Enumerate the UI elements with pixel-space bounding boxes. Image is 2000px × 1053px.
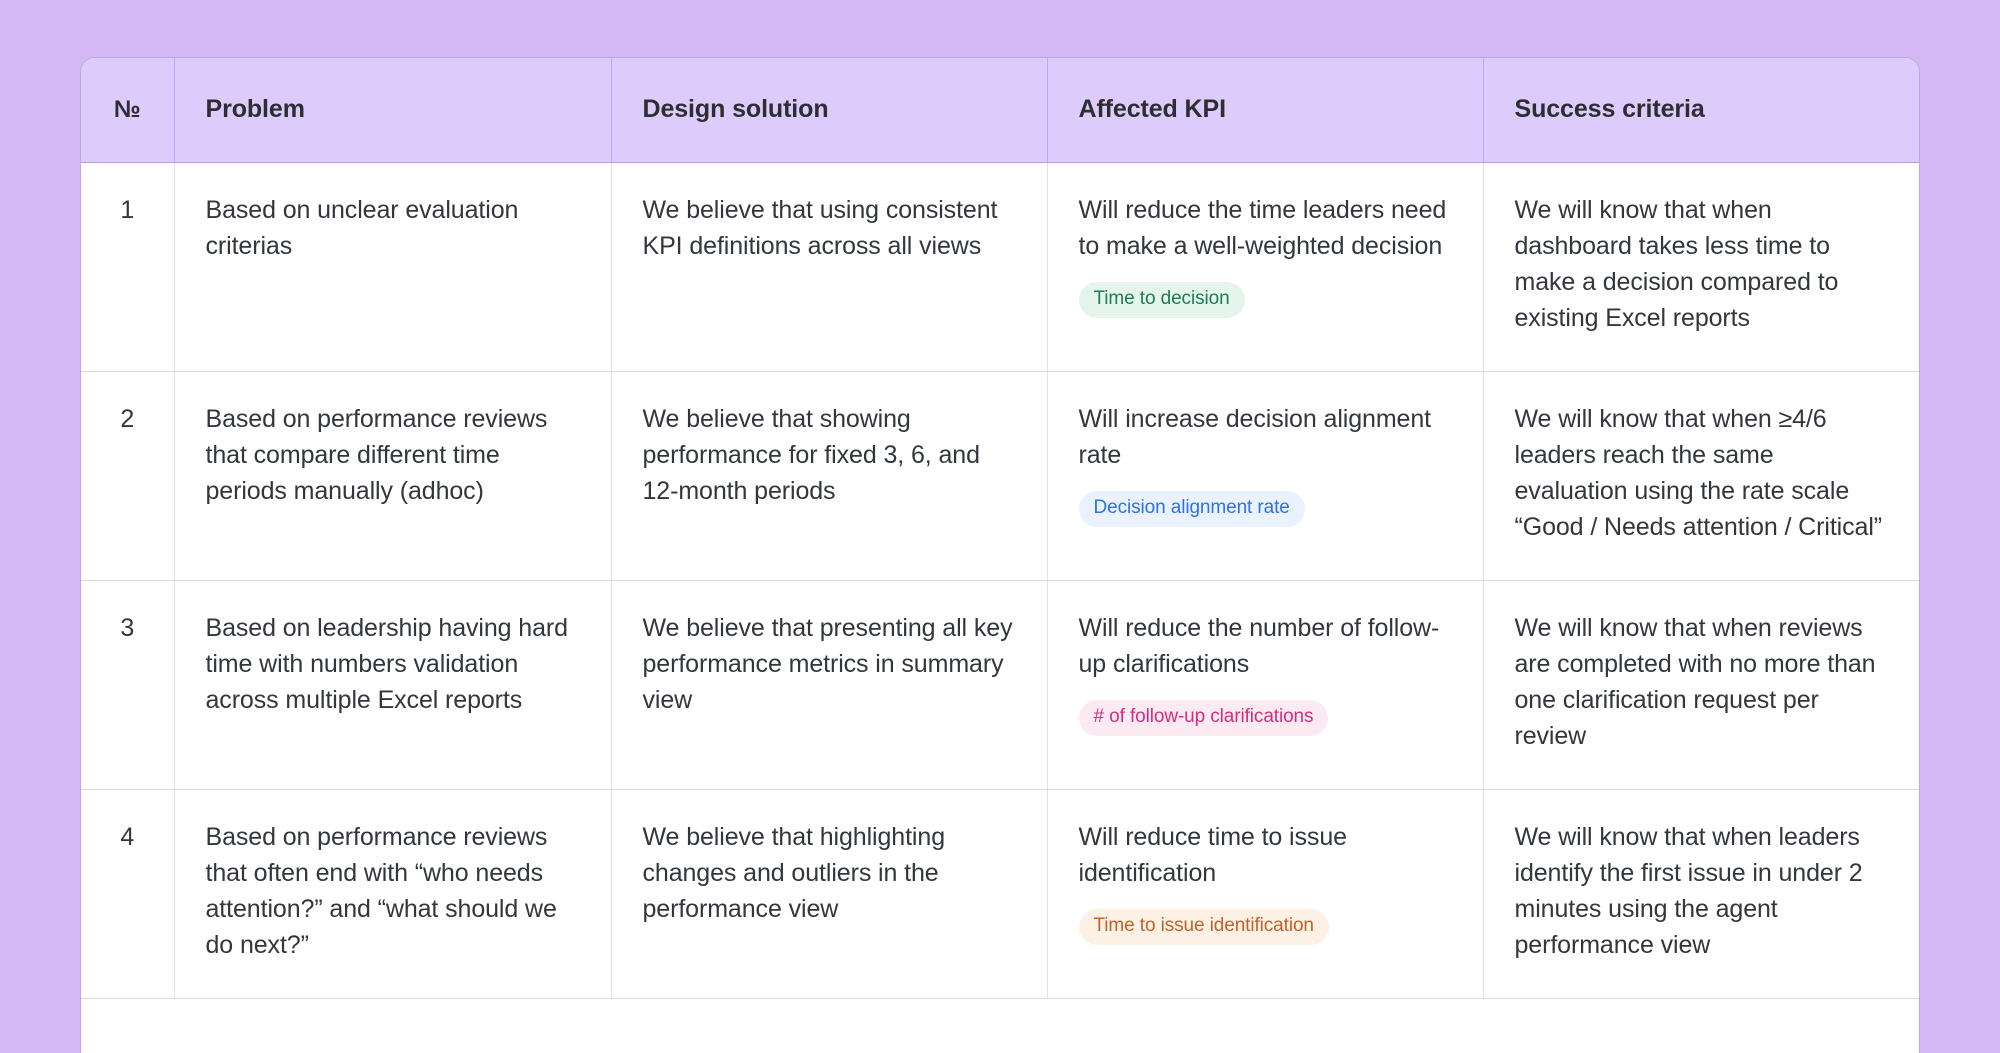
affected-kpi-cell <box>1047 580 1483 789</box>
success-criteria-cell <box>1483 162 1919 371</box>
affected-kpi-text: Will increase decision alignment rate <box>1078 404 1432 469</box>
affected-kpi-text: Will reduce the number of follow-up clarifications <box>1078 613 1440 678</box>
kpi-table-container <box>81 58 1919 1053</box>
affected-kpi-text: Will reduce the time leaders need to make a well-weighted decision <box>1078 195 1447 260</box>
design-solution-cell <box>611 162 1047 371</box>
problem-cell <box>174 580 611 789</box>
header-row <box>81 58 1919 162</box>
design-solution-text: We believe that highlighting changes and outliers in the performance view <box>642 822 945 923</box>
problem-cell <box>174 789 611 998</box>
column-header-design-solution: Design solution <box>611 58 1047 162</box>
success-criteria-text: We will know that when reviews are completed with no more than one clarification request per review <box>1514 613 1876 751</box>
design-solution-text: We believe that showing performance for fixed 3, 6, and 12-month periods <box>642 404 980 505</box>
row-number-cell: 4 <box>81 789 174 998</box>
success-criteria-text: We will know that when ≥4/6 leaders reach the same evaluation using the rate scale “Good / Needs attention / Critical” <box>1514 404 1882 542</box>
design-solution-cell <box>611 789 1047 998</box>
table-body <box>81 162 1919 998</box>
design-solution-text: We believe that using consistent KPI definitions across all views <box>642 195 998 260</box>
kpi-badge: Time to issue identification <box>1079 909 1329 945</box>
table-row <box>81 371 1919 580</box>
success-criteria-cell <box>1483 789 1919 998</box>
column-header-affected-kpi: Affected KPI <box>1047 58 1483 162</box>
column-header-number: № <box>81 58 174 162</box>
problem-cell <box>174 162 611 371</box>
table-row <box>81 789 1919 998</box>
kpi-badge: Time to decision <box>1079 282 1245 318</box>
table-row <box>81 580 1919 789</box>
kpi-table <box>81 58 1919 999</box>
table-row <box>81 162 1919 371</box>
success-criteria-text: We will know that when leaders identify the first issue in under 2 minutes using the agent performance view <box>1514 822 1863 960</box>
problem-text: Based on performance reviews that often end with “who needs attention?” and “what should we do next?” <box>205 822 557 960</box>
affected-kpi-text: Will reduce time to issue identification <box>1078 822 1347 887</box>
problem-text: Based on performance reviews that compare different time periods manually (adhoc) <box>205 404 548 505</box>
problem-text: Based on unclear evaluation criterias <box>205 195 519 260</box>
kpi-badge: # of follow-up clarifications <box>1079 700 1329 736</box>
row-number-cell: 3 <box>81 580 174 789</box>
success-criteria-cell <box>1483 371 1919 580</box>
design-solution-cell <box>611 371 1047 580</box>
kpi-badge: Decision alignment rate <box>1079 491 1305 527</box>
success-criteria-text: We will know that when dashboard takes less time to make a decision compared to existing Excel reports <box>1514 195 1839 333</box>
design-solution-text: We believe that presenting all key performance metrics in summary view <box>642 613 1013 714</box>
row-number-cell: 1 <box>81 162 174 371</box>
table-header <box>81 58 1919 162</box>
affected-kpi-cell <box>1047 371 1483 580</box>
affected-kpi-cell <box>1047 789 1483 998</box>
design-solution-cell <box>611 580 1047 789</box>
column-header-success-criteria: Success criteria <box>1483 58 1919 162</box>
affected-kpi-cell <box>1047 162 1483 371</box>
column-header-problem: Problem <box>174 58 611 162</box>
row-number-cell: 2 <box>81 371 174 580</box>
problem-text: Based on leadership having hard time with numbers validation across multiple Excel reports <box>205 613 568 714</box>
problem-cell <box>174 371 611 580</box>
success-criteria-cell <box>1483 580 1919 789</box>
